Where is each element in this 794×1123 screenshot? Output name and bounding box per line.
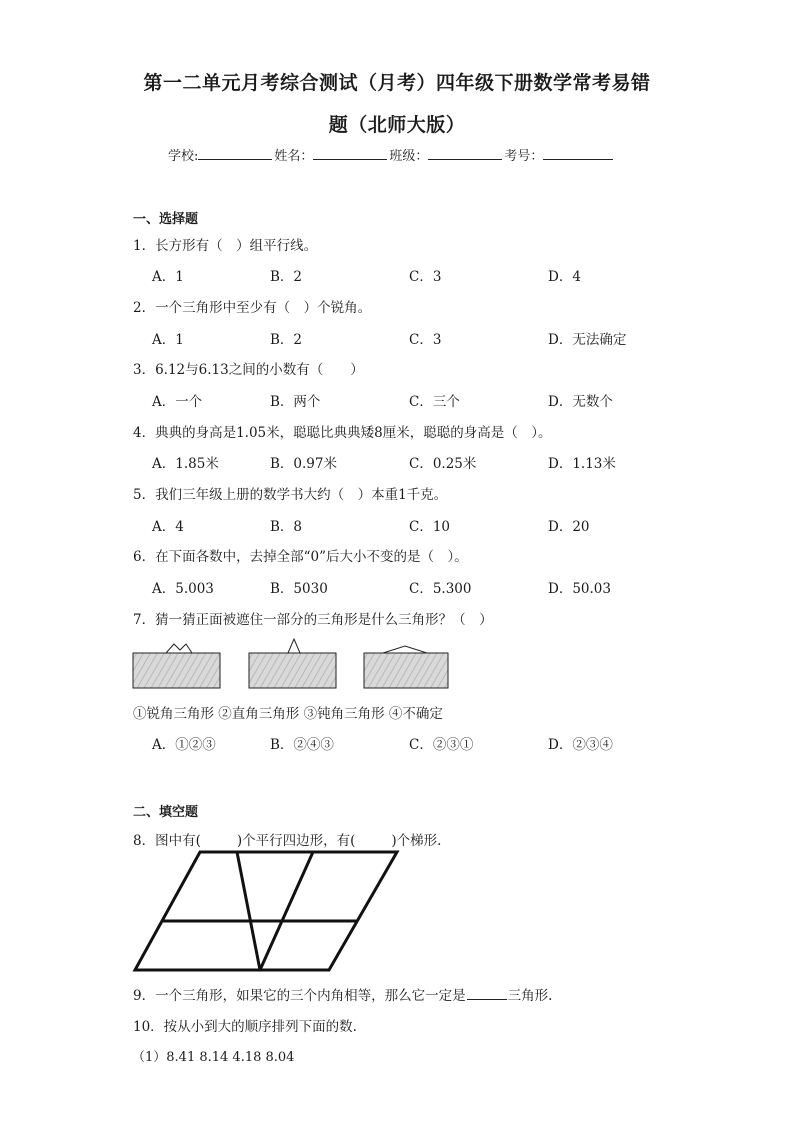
section-choice: 一、选择题 (133, 212, 199, 227)
class-label: 班级： (389, 149, 429, 164)
option-d[interactable]: D．无法确定 (548, 332, 627, 348)
question-6: 6．在下面各数中，去掉全部“0”后大小不变的是（ ）。 (133, 549, 468, 565)
question-7-options (152, 733, 712, 753)
question-7-choices: ①锐角三角形 ②直角三角形 ③钝角三角形 ④不确定 (133, 706, 443, 722)
option-c[interactable]: C．10 (409, 519, 451, 535)
option-d[interactable]: D．1.13米 (548, 456, 616, 472)
question-5: 5．我们三年级上册的数学书大约（ ）本重1千克。 (133, 487, 448, 503)
question-1-options (152, 265, 712, 285)
question-3: 3．6.12与6.13之间的小数有（ ） (133, 362, 364, 378)
question-3-options (152, 390, 712, 410)
question-4: 4．典典的身高是1.05米，聪聪比典典矮8厘米，聪聪的身高是（ ）。 (133, 425, 552, 441)
question-9-blank[interactable] (467, 987, 507, 1000)
class-blank[interactable] (428, 145, 502, 160)
option-a[interactable]: A．1 (152, 332, 184, 348)
exam-number-blank[interactable] (543, 145, 613, 160)
option-c[interactable]: C．3 (409, 269, 442, 285)
option-b[interactable]: B．2 (270, 332, 303, 348)
option-a[interactable]: A．一个 (152, 394, 203, 410)
option-d[interactable]: D．②③④ (548, 737, 613, 753)
name-label: 姓名： (274, 149, 314, 164)
question-8-text-2: )个平行四边形，有( (236, 833, 356, 849)
school-label: 学校: (168, 149, 199, 164)
question-8-text-3: )个梯形. (391, 833, 442, 849)
exam-number-label: 考号： (504, 149, 544, 164)
option-b[interactable]: B．0.97米 (270, 456, 337, 472)
option-d[interactable]: D．50.03 (548, 581, 611, 597)
question-10: 10．按从小到大的顺序排列下面的数. (133, 1019, 357, 1035)
section-fill: 二、填空题 (133, 805, 199, 820)
option-c[interactable]: C．三个 (409, 394, 460, 410)
option-a[interactable]: A．①②③ (152, 737, 216, 753)
name-blank[interactable] (313, 145, 387, 160)
option-d[interactable]: D．20 (548, 519, 590, 535)
question-7: 7．猜一猜正面被遮住一部分的三角形是什么三角形？（ ） (133, 612, 493, 628)
covered-triangle-figure-3 (363, 636, 453, 690)
question-2-options (152, 328, 712, 348)
covered-triangle-figure-2 (248, 636, 338, 690)
question-8-text-1: 8．图中有( (133, 833, 201, 849)
option-b[interactable]: B．两个 (270, 394, 321, 410)
question-6-options (152, 577, 712, 597)
question-9-text-1: 9．一个三角形，如果它的三个内角相等，那么它一定是 (133, 988, 466, 1004)
option-a[interactable]: A．1.85米 (152, 456, 219, 472)
school-blank[interactable] (198, 145, 272, 160)
question-4-options (152, 452, 712, 472)
covered-triangle-figure-1 (132, 636, 222, 690)
page-title-line2: 题（北师大版） (328, 114, 466, 136)
option-a[interactable]: A．1 (152, 269, 184, 285)
parallelogram-figure (130, 846, 420, 976)
student-info-row (168, 145, 615, 164)
option-c[interactable]: C．②③① (409, 737, 474, 753)
option-c[interactable]: C．3 (409, 332, 442, 348)
question-10-sub-1: （1）8.41 8.14 4.18 8.04 (132, 1050, 295, 1065)
page-title-line1: 第一二单元月考综合测试（月考）四年级下册数学常考易错 (143, 72, 651, 94)
question-9 (133, 984, 552, 1004)
option-b[interactable]: B．5030 (270, 581, 328, 597)
option-c[interactable]: C．0.25米 (409, 456, 477, 472)
question-2: 2．一个三角形中至少有（ ）个锐角。 (133, 300, 372, 316)
option-d[interactable]: D．无数个 (548, 394, 613, 410)
option-d[interactable]: D．4 (548, 269, 581, 285)
option-a[interactable]: A．4 (152, 519, 184, 535)
question-1: 1．长方形有（ ）组平行线。 (133, 238, 318, 254)
option-a[interactable]: A．5.003 (152, 581, 214, 597)
option-b[interactable]: B．8 (270, 519, 303, 535)
question-9-text-2: 三角形. (507, 988, 553, 1004)
option-b[interactable]: B．②④③ (270, 737, 334, 753)
option-c[interactable]: C．5.300 (409, 581, 472, 597)
question-5-options (152, 515, 712, 535)
option-b[interactable]: B．2 (270, 269, 303, 285)
